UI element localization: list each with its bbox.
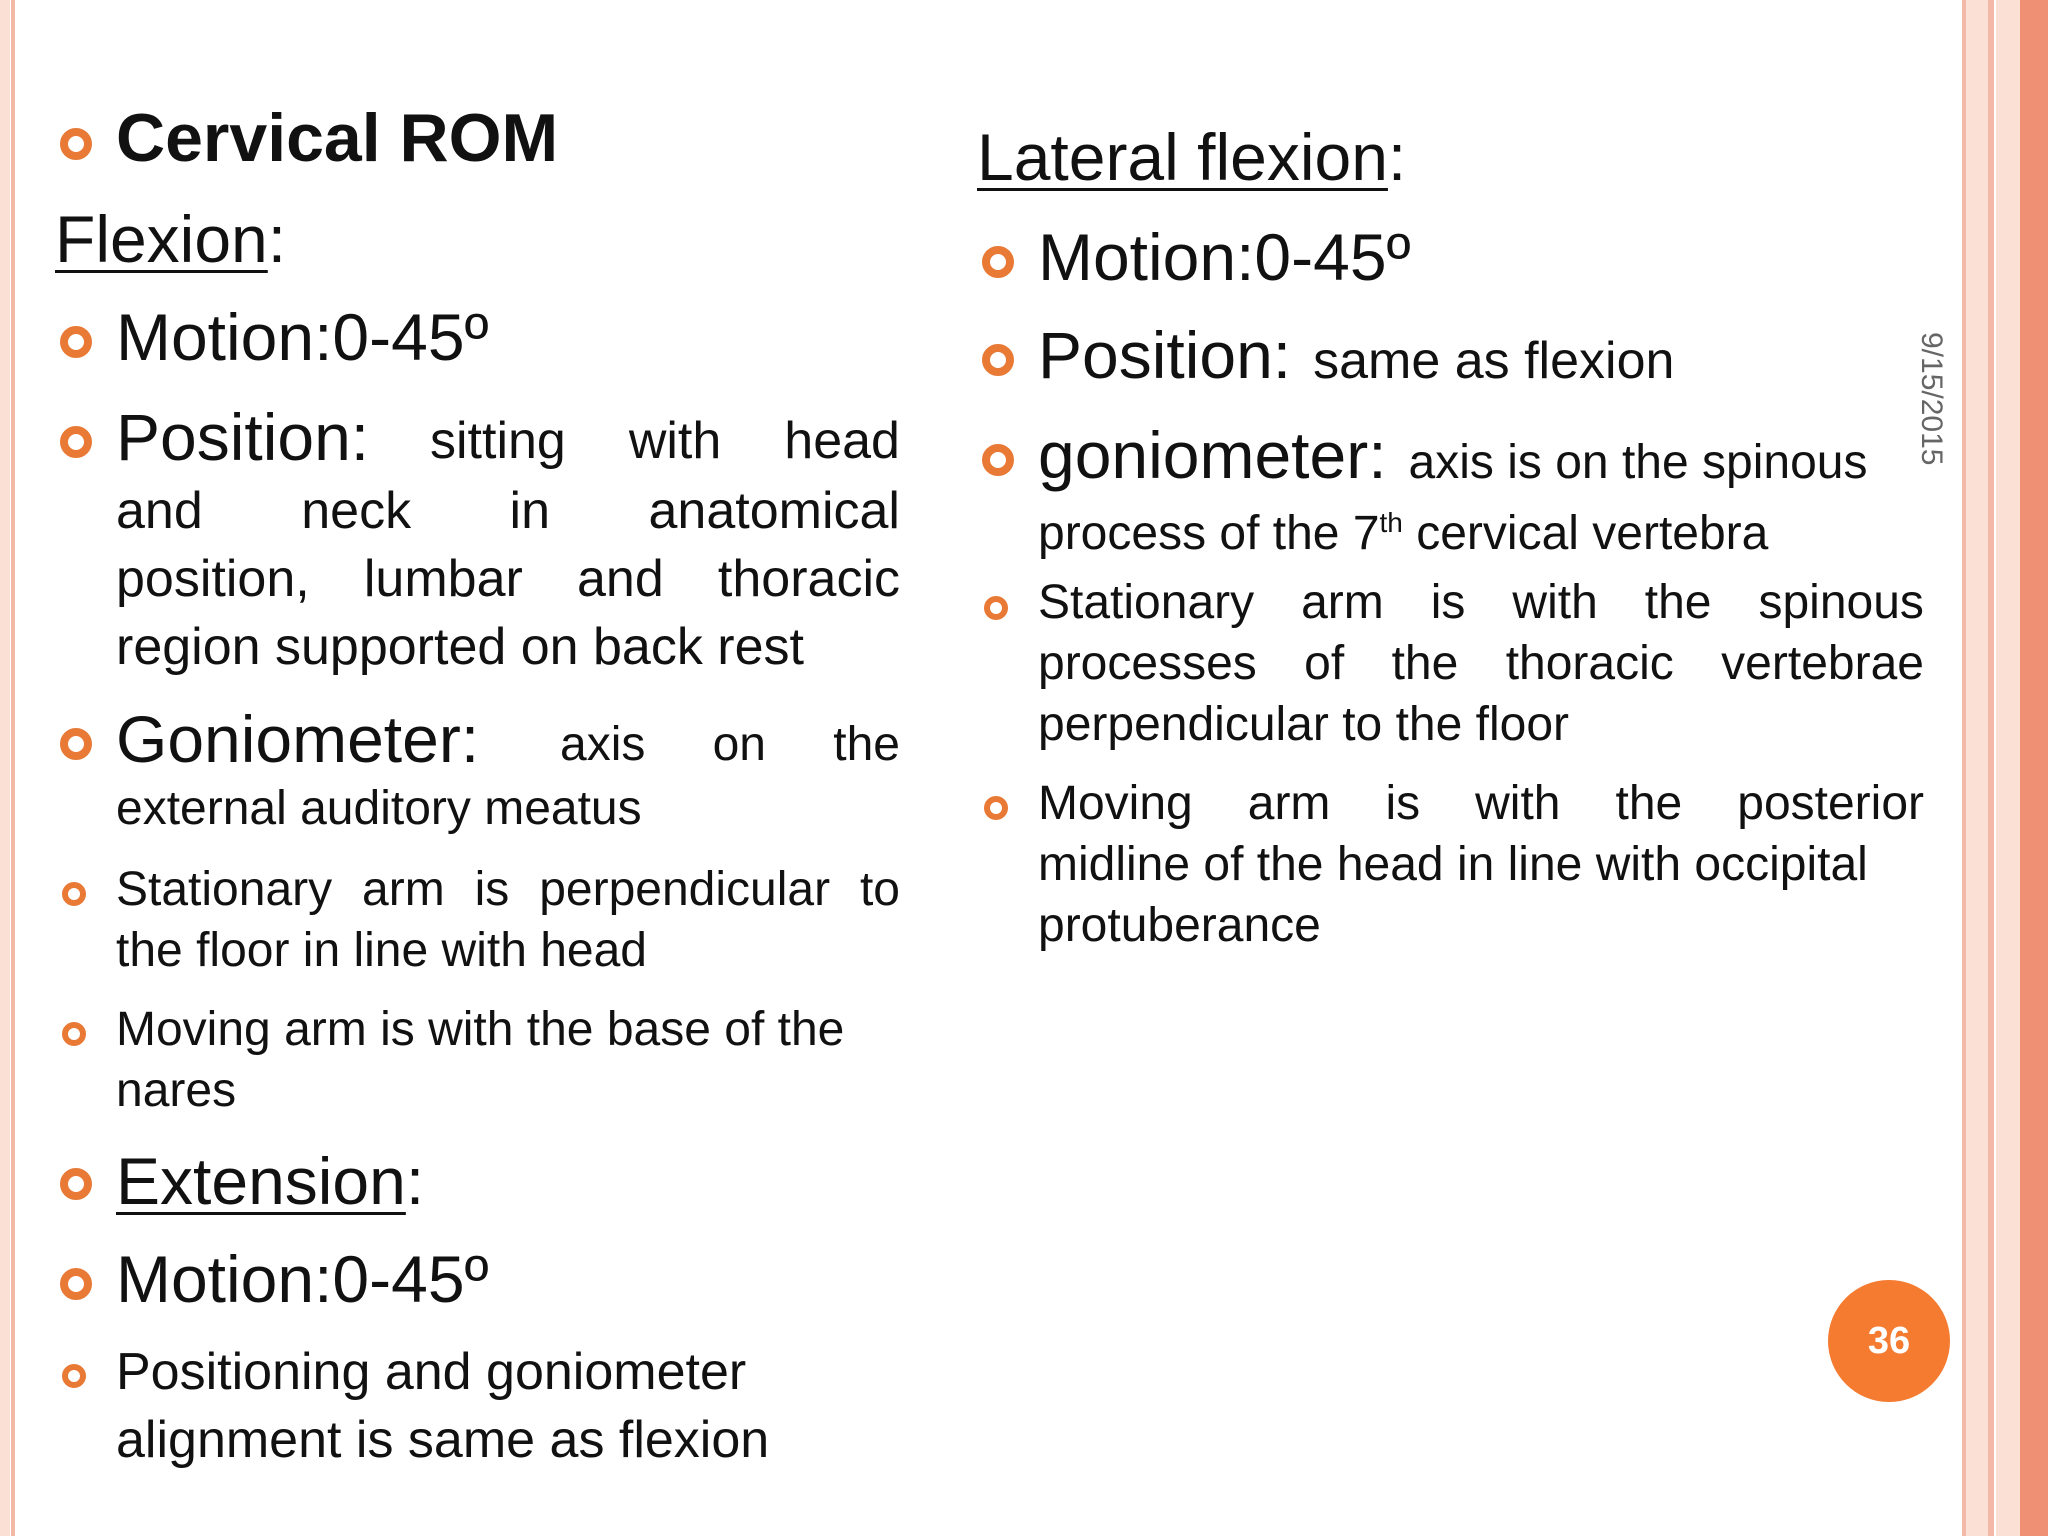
flexion-position-word: in — [509, 482, 551, 540]
page-number-badge — [1828, 1280, 1950, 1402]
flexion-position-line-4: region supported on back rest — [116, 618, 804, 676]
lateral-moving-word: the — [1615, 777, 1683, 830]
extension-title-text: Extension — [116, 1144, 406, 1218]
bullet-icon — [982, 344, 1014, 376]
flexion-position-word: thoracic — [717, 550, 900, 608]
flexion-stationary-word: to — [859, 863, 900, 916]
flexion-position-label: Position: — [116, 400, 370, 474]
bullet-icon — [60, 326, 92, 358]
bullet-icon — [984, 596, 1008, 620]
right-border-stripe-3 — [1988, 0, 1994, 1536]
lateral-stationary-word: the — [1644, 576, 1712, 629]
page-number: 36 — [1867, 1319, 1911, 1362]
extension-title — [116, 1142, 424, 1220]
lateral-stationary-word: thoracic — [1505, 637, 1674, 690]
flexion-position-word: lumbar — [363, 550, 523, 608]
flexion-moving-line-1: Moving arm is with the base of the — [116, 1003, 845, 1056]
lateral-moving-line-3: protuberance — [1038, 899, 1321, 952]
lateral-moving-word: arm — [1247, 777, 1331, 830]
lateral-flexion-position — [1038, 316, 1674, 400]
bullet-icon — [62, 1364, 86, 1388]
lateral-moving-line-2: midline of the head in line with occipital — [1038, 838, 1868, 891]
flexion-motion: Motion:0-45º — [116, 300, 489, 374]
lateral-flexion-motion: Motion:0-45º — [1038, 220, 1411, 294]
section-heading: Cervical ROM — [116, 100, 559, 176]
lateral-flexion-goniometer-label: goniometer: — [1038, 418, 1387, 492]
flexion-goniometer-word: axis — [560, 718, 646, 771]
flexion-stationary-line-1 — [116, 861, 900, 919]
flexion-moving-line-2: nares — [116, 1064, 237, 1117]
bullet-icon — [60, 1168, 92, 1200]
lateral-stationary-word: spinous — [1758, 576, 1924, 629]
flexion-position-line-3 — [116, 548, 900, 610]
flexion-position-word: anatomical — [648, 482, 900, 540]
bullet-icon — [62, 1022, 86, 1046]
extension-motion: Motion:0-45º — [116, 1242, 489, 1316]
bullet-icon — [60, 128, 92, 160]
lateral-stationary-word: of — [1304, 637, 1345, 690]
lateral-stationary-word: arm — [1301, 576, 1384, 629]
bullet-icon — [984, 796, 1008, 820]
lateral-flexion-position-label: Position: — [1038, 318, 1292, 392]
flexion-goniometer-label: Goniometer: — [116, 702, 480, 776]
flexion-position-line-1 — [430, 410, 900, 472]
extension-note-line-1: Positioning and goniometer — [116, 1343, 747, 1401]
lateral-flexion-goniometer-text: axis is on the spinous — [1408, 436, 1868, 489]
flexion-stationary-word: Stationary — [116, 863, 333, 916]
extension-title-colon: : — [405, 1144, 425, 1218]
bullet-icon — [62, 882, 86, 906]
lateral-moving-line-1 — [1038, 775, 1924, 833]
lateral-flexion-title-text: Lateral flexion — [977, 120, 1388, 194]
lateral-flexion-position-text: same as flexion — [1313, 332, 1675, 390]
lateral-stationary-line-3: perpendicular to the floor — [1038, 698, 1569, 751]
flexion-title-colon: : — [267, 202, 287, 276]
goniometer-line2-post: cervical vertebra — [1402, 507, 1769, 560]
flexion-position-line-2 — [116, 480, 900, 542]
goniometer-line2-pre: process of the 7 — [1038, 507, 1380, 560]
bullet-icon — [60, 1268, 92, 1300]
flexion-stationary-word: arm — [362, 863, 445, 916]
flexion-title-text: Flexion — [55, 202, 268, 276]
flexion-stationary-word: is — [474, 863, 510, 916]
flexion-position-word: and — [576, 550, 664, 608]
flexion-goniometer-word: the — [833, 718, 900, 771]
bullet-icon — [982, 246, 1014, 278]
lateral-stationary-word: the — [1391, 637, 1459, 690]
flexion-position-word: neck — [301, 482, 412, 540]
flexion-position-word: with — [628, 412, 722, 470]
lateral-stationary-word: vertebrae — [1721, 637, 1924, 690]
lateral-moving-word: posterior — [1737, 777, 1924, 830]
slide-date: 9/15/2015 — [1915, 332, 1948, 466]
flexion-position-word: position, — [116, 550, 310, 608]
lateral-flexion-goniometer — [1038, 416, 1867, 502]
bullet-icon — [60, 426, 92, 458]
flexion-goniometer-word: on — [712, 718, 766, 771]
lateral-moving-word: Moving — [1038, 777, 1193, 830]
bullet-icon — [60, 728, 92, 760]
extension-note-line-2: alignment is same as flexion — [116, 1411, 770, 1469]
flexion-title — [55, 200, 286, 278]
bullet-icon — [982, 444, 1014, 476]
right-border-stripe-5 — [2020, 0, 2048, 1536]
lateral-stationary-word: with — [1512, 576, 1598, 629]
flexion-position-word: and — [116, 482, 203, 540]
left-border-line — [11, 0, 15, 1536]
lateral-flexion-goniometer-line-2 — [1038, 494, 1768, 563]
lateral-stationary-word: is — [1430, 576, 1466, 629]
flexion-goniometer-line-1 — [560, 716, 900, 774]
left-border-stripe — [0, 0, 10, 1536]
flexion-goniometer-line-2: external auditory meatus — [116, 782, 642, 835]
flexion-stationary-word: perpendicular — [539, 863, 831, 916]
right-border-stripe-2 — [1966, 0, 1988, 1536]
lateral-moving-word: with — [1475, 777, 1561, 830]
right-border-stripe-4 — [1996, 0, 2020, 1536]
flexion-stationary-line-2: the floor in line with head — [116, 924, 647, 977]
flexion-position-word: sitting — [430, 412, 566, 470]
lateral-flexion-title — [977, 118, 1406, 196]
lateral-stationary-word: processes — [1038, 637, 1257, 690]
lateral-flexion-title-colon: : — [1387, 120, 1407, 194]
goniometer-line2-sup: th — [1379, 507, 1403, 538]
lateral-moving-word: is — [1385, 777, 1421, 830]
lateral-stationary-line-1 — [1038, 574, 1924, 632]
lateral-stationary-word: Stationary — [1038, 576, 1255, 629]
flexion-position-word: head — [784, 412, 900, 470]
lateral-stationary-line-2 — [1038, 635, 1924, 693]
